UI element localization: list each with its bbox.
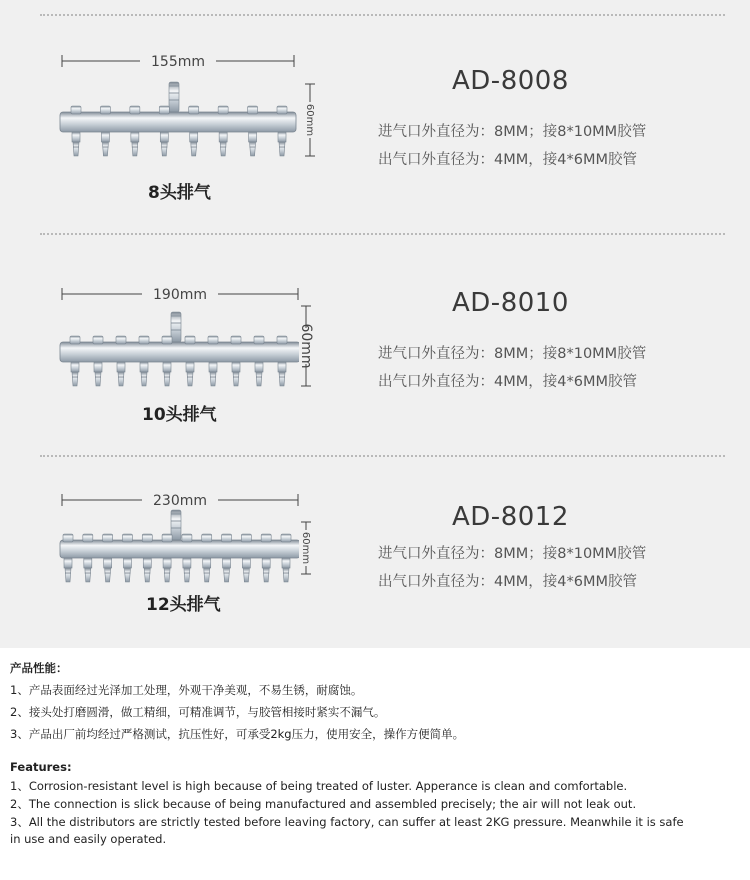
product-ad-8008 [0,30,750,230]
outlet-nozzle [263,568,269,582]
outlet-body [84,558,92,568]
outlet-nozzle [187,372,193,386]
outlet-body [72,132,80,142]
en-features-heading: Features: [10,760,72,774]
outlet-nozzle [95,372,101,386]
inlet-nozzle [171,510,181,540]
outlet-body [203,558,211,568]
outlet-nozzle [283,568,289,582]
manifold-bar [60,342,300,362]
valve-knob [71,106,81,114]
valve-knob [63,534,73,542]
features-section [0,648,750,880]
width-dimension-label: 230mm [153,493,207,509]
outlet-nozzle [161,142,167,156]
dotted-divider [40,455,725,457]
outlet-body [223,558,231,568]
outlet-body [94,362,102,372]
valve-knob [70,336,80,344]
outlet-nozzle [184,568,190,582]
outlet-nozzle [105,568,111,582]
manifold-bar [60,112,296,132]
valve-knob [222,534,232,542]
outlet-nozzle [132,142,138,156]
valve-knob [93,336,103,344]
cn-feature-3: 3、产品出厂前均经过严格测试，抗压性好，可承受2kg压力，使用安全，操作方便简单。 [10,727,465,741]
dotted-divider [40,233,725,235]
outlet-body [64,558,72,568]
outlet-nozzle [233,372,239,386]
outlet-nozzle [72,372,78,386]
valve-knob [130,106,140,114]
outlet-body [209,362,217,372]
cn-feature-2: 2、接头处打磨圆滑，做工精细，可精准调节，与胶管相接时紧实不漏气。 [10,705,386,719]
outlet-spec: 出气口外直径为：4MM，接4*6MM胶管 [378,152,637,168]
outlet-body [143,558,151,568]
outlet-nozzle [124,568,130,582]
outlet-nozzle [85,568,91,582]
outlet-body [242,558,250,568]
outlet-body [163,558,171,568]
valve-knob [248,106,258,114]
outlet-nozzle [102,142,108,156]
valve-knob [116,336,126,344]
valve-knob [182,534,192,542]
outlet-body [117,362,125,372]
manifold-12-outlet-drawing [0,478,330,658]
model-number: AD-8012 [452,502,569,532]
outlet-body [186,362,194,372]
product-ad-8010 [0,262,750,462]
outlet-nozzle [164,372,170,386]
valve-knob [281,534,291,542]
valve-knob [103,534,113,542]
outlet-nozzle [141,372,147,386]
valve-knob [202,534,212,542]
outlet-nozzle [279,142,285,156]
valve-knob [208,336,218,344]
outlet-nozzle [164,568,170,582]
valve-knob [254,336,264,344]
outlet-body [140,362,148,372]
inlet-nozzle [169,82,179,112]
outlet-body [255,362,263,372]
valve-knob [277,336,287,344]
outlet-nozzle [220,142,226,156]
valve-knob [189,106,199,114]
outlet-nozzle [65,568,71,582]
valve-knob [241,534,251,542]
valve-knob [162,534,172,542]
en-feature-2: 2、The connection is slick because of being manufactured and assembled precisely; the air will not leak out. [10,797,637,811]
outlet-body [131,132,139,142]
inlet-spec: 进气口外直径为：8MM；接8*10MM胶管 [378,346,647,362]
outlet-spec: 出气口外直径为：4MM，接4*6MM胶管 [378,374,637,390]
valve-knob [83,534,93,542]
valve-knob [100,106,110,114]
en-feature-3: 3、All the distributors are strictly tested before leaving factory, can suffer at least 2KG pressure. Meanwhile it is safe [10,815,684,829]
outlet-nozzle [224,568,230,582]
valve-knob [139,336,149,344]
outlet-caption: 10头排气 [142,405,217,425]
outlet-body [282,558,290,568]
valve-knob [277,106,287,114]
valve-knob [185,336,195,344]
outlet-body [123,558,131,568]
valve-knob [261,534,271,542]
outlet-body [190,132,198,142]
outlet-nozzle [73,142,79,156]
outlet-nozzle [256,372,262,386]
valve-knob [218,106,228,114]
en-feature-3-cont: in use and easily operated. [10,832,167,846]
dotted-divider [40,14,725,16]
outlet-body [249,132,257,142]
inlet-spec: 进气口外直径为：8MM；接8*10MM胶管 [378,546,647,562]
outlet-nozzle [243,568,249,582]
en-feature-1: 1、Corrosion-resistant level is high because of being treated of luster. Apperance is clean and comfortable. [10,779,628,793]
manifold-bar [60,540,300,558]
outlet-body [262,558,270,568]
model-number: AD-8008 [452,66,569,96]
height-dimension-label: 60mm [300,531,311,565]
outlet-body [163,362,171,372]
outlet-body [183,558,191,568]
valve-knob [162,336,172,344]
inlet-spec: 进气口外直径为：8MM；接8*10MM胶管 [378,124,647,140]
outlet-body [71,362,79,372]
outlet-body [278,362,286,372]
outlet-nozzle [250,142,256,156]
outlet-caption: 12头排气 [146,595,221,615]
outlet-nozzle [279,372,285,386]
height-dimension-label: 60mm [304,103,315,137]
outlet-spec: 出气口外直径为：4MM，接4*6MM胶管 [378,574,637,590]
inlet-nozzle [171,312,181,342]
outlet-body [101,132,109,142]
width-dimension-label: 155mm [151,54,205,70]
outlet-caption: 8头排气 [148,183,211,203]
valve-knob [159,106,169,114]
model-number: AD-8010 [452,288,569,318]
outlet-nozzle [118,372,124,386]
outlet-nozzle [204,568,210,582]
outlet-body [219,132,227,142]
outlet-body [232,362,240,372]
valve-knob [142,534,152,542]
cn-features-heading: 产品性能： [10,661,68,675]
outlet-nozzle [144,568,150,582]
cn-feature-1: 1、产品表面经过光泽加工处理，外观干净美观，不易生锈，耐腐蚀。 [10,683,363,697]
valve-knob [122,534,132,542]
outlet-nozzle [210,372,216,386]
outlet-body [104,558,112,568]
valve-knob [231,336,241,344]
outlet-body [160,132,168,142]
height-dimension-label: 60mm [298,323,314,369]
outlet-nozzle [191,142,197,156]
width-dimension-label: 190mm [153,287,207,303]
outlet-body [278,132,286,142]
